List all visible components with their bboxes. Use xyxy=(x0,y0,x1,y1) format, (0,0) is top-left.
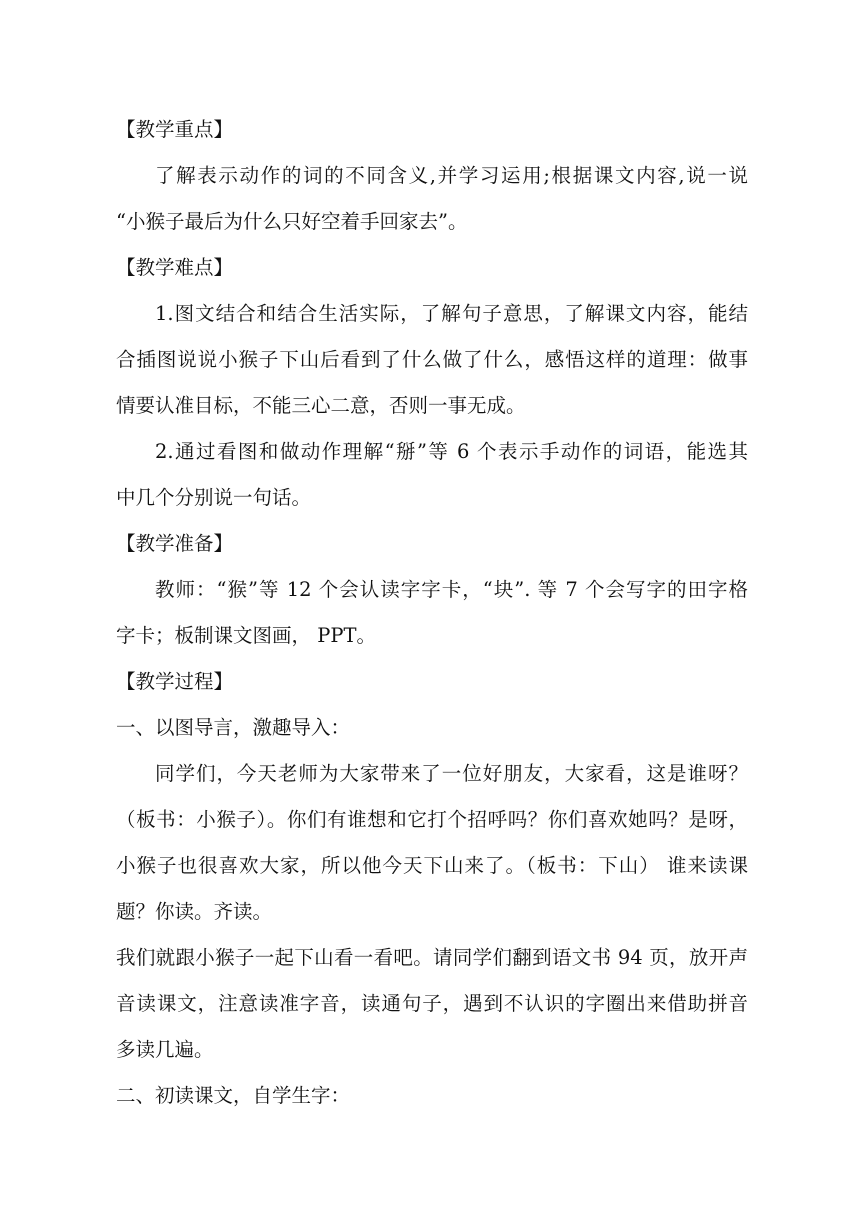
section-heading-2: 二、初读课文，自学生字： xyxy=(116,1084,351,1107)
paragraph-line: 字卡；板制课文图画， PPT。 xyxy=(116,624,376,647)
heading-teaching-difficulty: 【教学难点】 xyxy=(116,256,234,279)
paragraph-line: （板书：小猴子）。你们有谁想和它打个招呼吗？你们喜欢她吗？是呀， xyxy=(116,808,748,831)
paragraph-line: “小猴子最后为什么只好空着手回家去”。 xyxy=(116,210,468,233)
paragraph-line: 同学们，今天老师为大家带来了一位好朋友，大家看，这是谁呀？ xyxy=(155,762,748,785)
paragraph-line: 中几个分别说一句话。 xyxy=(116,486,312,509)
paragraph-line: 了解表示动作的词的不同含义,并学习运用;根据课文内容,说一说 xyxy=(155,164,748,187)
paragraph-line: 题？你读。齐读。 xyxy=(116,900,273,923)
paragraph-line: 合插图说说小猴子下山后看到了什么做了什么，感悟这样的道理：做事 xyxy=(116,348,748,371)
paragraph-line: 小猴子也很喜欢大家，所以他今天下山来了。（板书：下山） 谁来读课 xyxy=(116,854,748,877)
heading-teaching-focus: 【教学重点】 xyxy=(116,118,234,141)
heading-teaching-process: 【教学过程】 xyxy=(116,670,234,693)
paragraph-line: 我们就跟小猴子一起下山看一看吧。请同学们翻到语文书 94 页，放开声 xyxy=(116,946,748,969)
paragraph-line: 情要认准目标，不能三心二意，否则一事无成。 xyxy=(116,394,526,417)
heading-teaching-preparation: 【教学准备】 xyxy=(116,532,234,555)
document-body xyxy=(116,107,748,1119)
paragraph-line: 多读几遍。 xyxy=(116,1038,214,1061)
paragraph-line: 教师：“猴”等 12 个会认读字字卡，“块”. 等 7 个会写字的田字格 xyxy=(155,578,748,601)
section-heading-1: 一、以图导言，激趣导入： xyxy=(116,716,351,739)
paragraph-line: 1.图文结合和结合生活实际，了解句子意思，了解课文内容，能结 xyxy=(155,302,748,325)
paragraph-line: 2.通过看图和做动作理解“掰”等 6 个表示手动作的词语，能选其 xyxy=(155,440,748,463)
paragraph-line: 音读课文，注意读准字音，读通句子，遇到不认识的字圈出来借助拼音 xyxy=(116,992,748,1015)
